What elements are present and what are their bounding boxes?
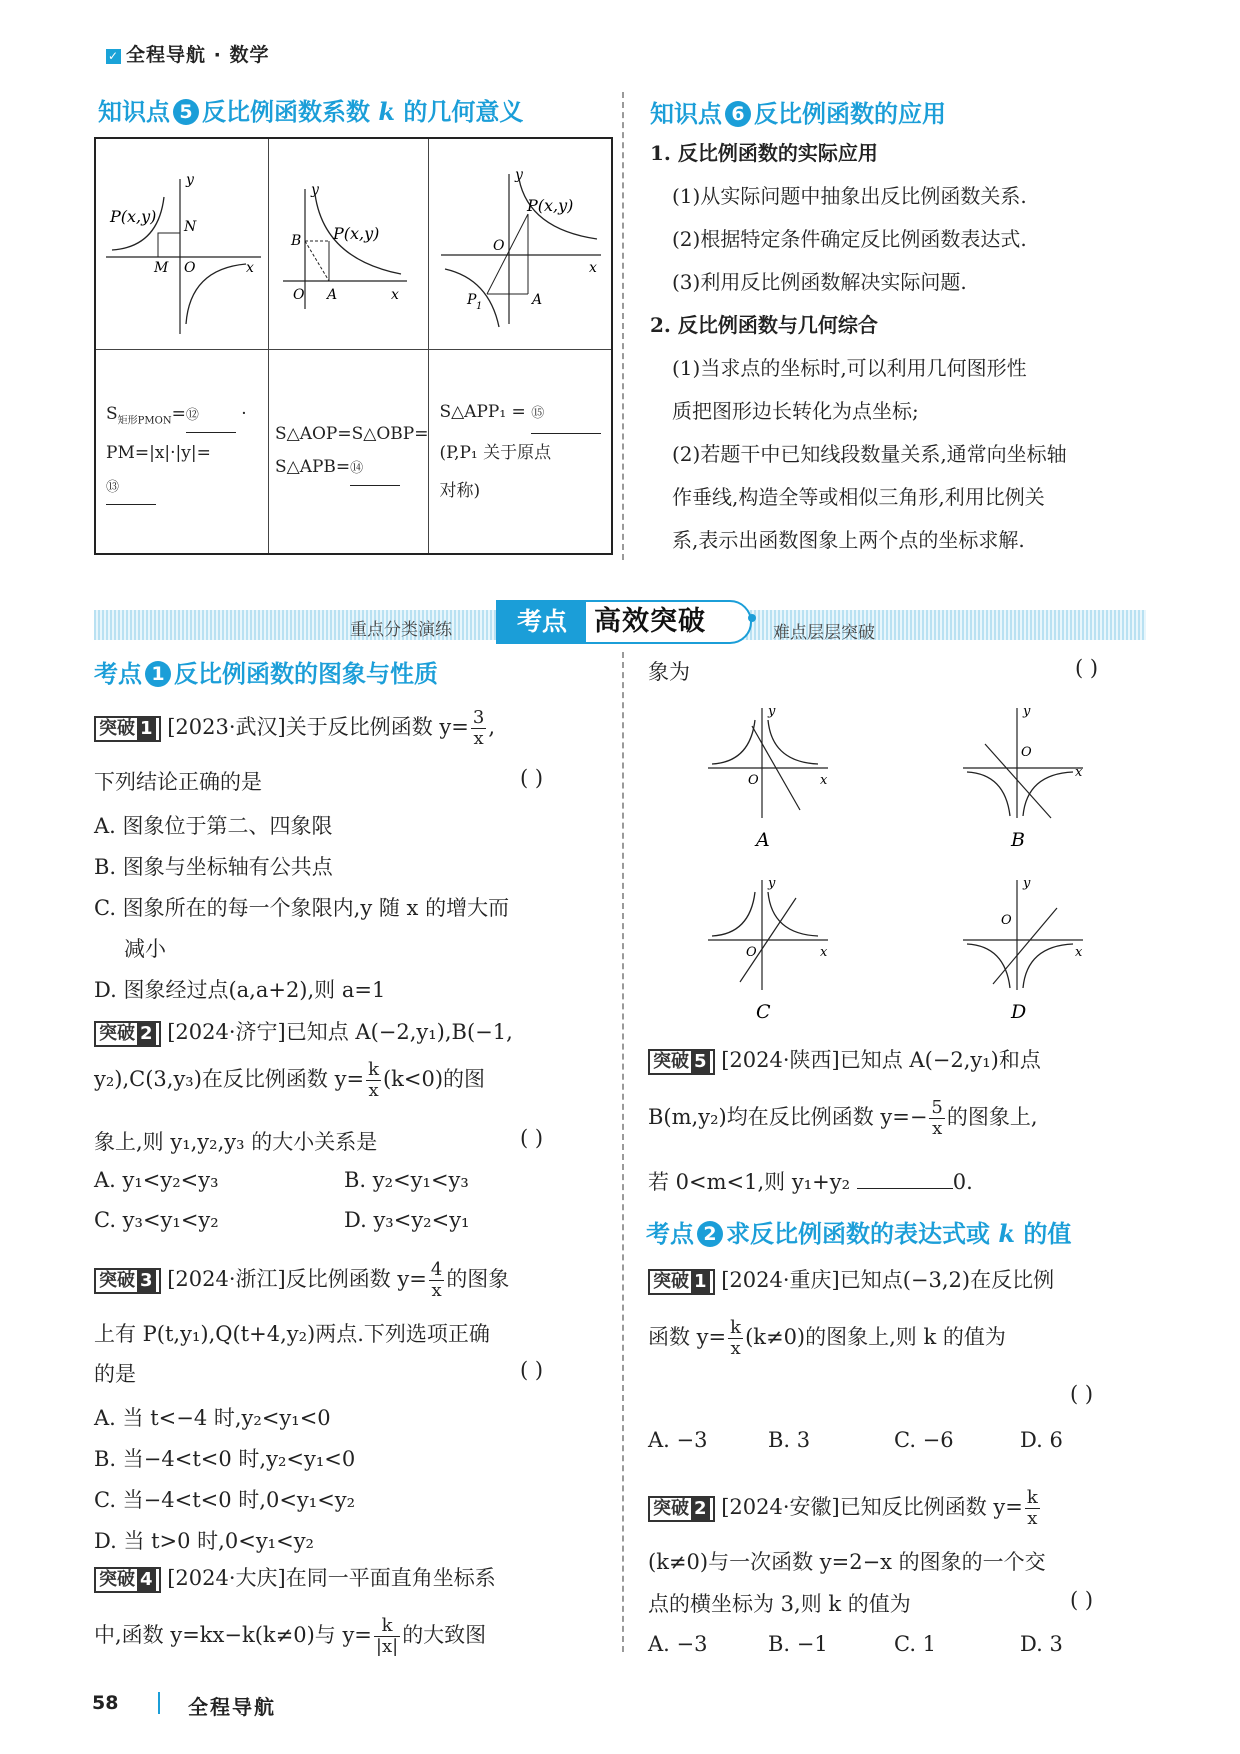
- svg-text:P(x,y): P(x,y): [333, 224, 380, 243]
- graph-option-d[interactable]: [963, 876, 1083, 1023]
- option-a[interactable]: A. 当 t<−4 时,y₂<y₁<0: [94, 1406, 331, 1430]
- svg-text:x: x: [820, 773, 828, 788]
- svg-text:N: N: [184, 219, 197, 235]
- formula-cell-3: S△APP₁ = ⑮ (P,P₁ 关于原点 对称): [429, 350, 613, 555]
- svg-text:O: O: [1021, 745, 1032, 760]
- running-header: [106, 40, 269, 67]
- question-tag: 突破 2: [94, 1021, 161, 1047]
- svg-text:x: x: [1075, 945, 1083, 960]
- graph-triangle-apb: [269, 139, 413, 345]
- graph-cell-1: [95, 138, 269, 350]
- answer-blank[interactable]: [857, 1188, 953, 1189]
- kp5-title: 知识点 5 反比例函数系数 k 的几何意义: [98, 97, 524, 126]
- question-1: 突破 1 [2023·武汉]关于反比例函数 y= $\frac{3}{x}$ ,: [94, 708, 602, 749]
- question-tag: 突破 5: [648, 1049, 715, 1075]
- svg-text:A: A: [327, 287, 338, 303]
- svg-text:x: x: [391, 287, 399, 303]
- svg-text:y: y: [1023, 704, 1031, 719]
- kp5-table: [94, 137, 613, 555]
- svg-text:O: O: [748, 773, 759, 788]
- svg-text:y: y: [1023, 876, 1031, 891]
- option-c[interactable]: C. −6: [894, 1428, 954, 1452]
- svg-text:x: x: [589, 260, 598, 276]
- svg-text:B: B: [291, 233, 302, 249]
- graph-option-b[interactable]: [963, 704, 1083, 851]
- svg-text:C: C: [756, 1001, 771, 1023]
- option-d[interactable]: D. 6: [1020, 1428, 1063, 1452]
- svg-text:x: x: [246, 260, 254, 276]
- option-b[interactable]: B. y₂<y₁<y₃: [344, 1168, 469, 1192]
- svg-text:O: O: [493, 238, 505, 254]
- answer-paren[interactable]: ( ): [1070, 1588, 1094, 1612]
- option-d[interactable]: D. 当 t>0 时,0<y₁<y₂: [94, 1529, 314, 1553]
- graph-cell-2: [269, 138, 429, 350]
- svg-text:P(x,y): P(x,y): [110, 207, 157, 226]
- answer-paren[interactable]: ( ): [1070, 1382, 1094, 1406]
- kp6-body: 1. 反比例函数的实际应用 (1)从实际问题中抽象出反比例函数关系. (2)根据特定条件确定反比例函数表达式. (3)利用反比例函数解决实际问题. 2. 反比例函数与几何综合 (1)当求点的坐标时,可以利用几何图形性 质把图形边长转化为点坐标; (2)若题干中已知线段数量关系,通常向坐标轴 作垂线,构造全等或相似三角形,利用比例关 系,表示出函数图象上两个点的坐标求解.: [650, 141, 1067, 552]
- svg-text:M: M: [154, 260, 169, 276]
- svg-text:y: y: [768, 876, 776, 891]
- svg-text:O: O: [184, 260, 196, 276]
- check-icon: ✓: [107, 49, 120, 63]
- option-b[interactable]: B. −1: [768, 1632, 828, 1656]
- option-c[interactable]: C. y₃<y₁<y₂: [94, 1208, 219, 1232]
- question-tag: 突破 1: [94, 716, 161, 742]
- blank-14: ⑭: [350, 451, 400, 486]
- option-d[interactable]: D. 3: [1020, 1632, 1063, 1656]
- svg-text:P(x,y): P(x,y): [527, 196, 574, 215]
- svg-text:x: x: [1075, 765, 1083, 780]
- question-4: 突破 4 [2024·大庆]在同一平面直角坐标系: [94, 1562, 614, 1593]
- option-b[interactable]: B. 图象与坐标轴有公共点: [94, 855, 333, 879]
- q3-options: [94, 1398, 355, 1562]
- kd2-title: 考点 2 求反比例函数的表达式或 k 的值: [646, 1219, 1072, 1248]
- option-c[interactable]: C. 图象所在的每一个象限内,y 随 x 的增大而: [94, 896, 510, 920]
- formula-cell-2: S△AOP=S△OBP= S△APB=⑭: [269, 350, 429, 555]
- svg-text:O: O: [293, 287, 305, 303]
- option-b[interactable]: B. 3: [768, 1428, 811, 1452]
- page-number: 58: [92, 1692, 119, 1714]
- footer-divider: [158, 1692, 160, 1714]
- svg-text:O: O: [746, 945, 757, 960]
- graph-triangle-app1: [429, 139, 611, 345]
- svg-text:x: x: [820, 945, 828, 960]
- svg-text:y: y: [515, 167, 524, 183]
- question-tag: 突破 1: [648, 1269, 715, 1295]
- svg-text:B: B: [1011, 829, 1025, 851]
- question-5: 突破 5 [2024·陕西]已知点 A(−2,y₁)和点: [648, 1044, 1168, 1075]
- graph-option-a[interactable]: [708, 704, 828, 851]
- band-right-label: 难点层层突破: [773, 623, 875, 643]
- formula-cell-1: $S_{矩形PMON}=⑫$ · PM=|x|·|y|= ⑬: [95, 350, 269, 555]
- option-c[interactable]: C. 1: [894, 1632, 937, 1656]
- svg-text:1: 1: [476, 301, 483, 312]
- option-a[interactable]: A. −3: [648, 1428, 708, 1452]
- question-7: 突破 2 [2024·安徽]已知反比例函数 y= $\frac{k}{x}$: [648, 1488, 1168, 1529]
- section-pill: 考点 高效突破: [496, 600, 752, 644]
- q4-option-graphs: [700, 700, 1100, 1030]
- answer-paren[interactable]: ( ): [1075, 656, 1099, 680]
- option-a[interactable]: A. 图象位于第二、四象限: [94, 814, 333, 838]
- graph-option-c[interactable]: [708, 876, 828, 1023]
- question-2: 突破 2 [2024·济宁]已知点 A(−2,y₁),B(−1,: [94, 1016, 614, 1047]
- question-tag: 突破 3: [94, 1268, 161, 1294]
- svg-text:y: y: [186, 172, 194, 188]
- question-6: 突破 1 [2024·重庆]已知点(−3,2)在反比例: [648, 1264, 1168, 1295]
- answer-paren[interactable]: ( ): [520, 766, 544, 790]
- svg-text:D: D: [1011, 1001, 1027, 1023]
- band-left-label: 重点分类演练: [350, 620, 452, 640]
- answer-paren[interactable]: ( ): [520, 1358, 544, 1382]
- question-3: 突破 3 [2024·浙江]反比例函数 y= $\frac{4}{x}$ 的图象: [94, 1260, 614, 1301]
- graph-cell-3: [429, 138, 613, 350]
- kp6-title: 知识点 6 反比例函数的应用: [650, 100, 946, 128]
- svg-text:A: A: [756, 829, 770, 851]
- column-divider-bottom: [622, 652, 624, 1652]
- answer-paren[interactable]: ( ): [520, 1126, 544, 1150]
- footer-book-name: 全程导航: [188, 1695, 276, 1719]
- option-c[interactable]: C. 当−4<t<0 时,0<y₁<y₂: [94, 1488, 356, 1512]
- question-tag: 突破 2: [648, 1496, 715, 1522]
- svg-text:y: y: [768, 704, 776, 719]
- blank-12: ⑫: [186, 398, 236, 433]
- band-dot-icon: [748, 614, 756, 622]
- svg-text:A: A: [532, 292, 543, 308]
- kd1-title: 考点 1 反比例函数的图象与性质: [94, 660, 438, 688]
- option-a[interactable]: A. y₁<y₂<y₃: [94, 1168, 219, 1192]
- graph-rect-pmon: [96, 139, 268, 345]
- q1-options: A. 图象位于第二、四象限 B. 图象与坐标轴有公共点 C. 图象所在的每一个象限内,y 随 x 的增大而 减小 D. 图象经过点(a,a+2),则 a=1: [94, 806, 614, 1011]
- svg-text:P: P: [467, 292, 477, 308]
- blank-13: ⑬: [106, 470, 156, 505]
- question-tag: 突破 4: [94, 1567, 161, 1593]
- option-a[interactable]: A. −3: [648, 1632, 708, 1656]
- svg-text:O: O: [1001, 913, 1012, 928]
- header-title: 全程导航 · 数学: [126, 44, 270, 66]
- svg-text:y: y: [311, 182, 319, 198]
- option-b[interactable]: B. 当−4<t<0 时,y₂<y₁<0: [94, 1447, 356, 1471]
- blank-15: ⑮: [531, 393, 601, 434]
- column-divider-top: [622, 92, 624, 560]
- option-d[interactable]: D. y₃<y₂<y₁: [344, 1208, 470, 1232]
- option-d[interactable]: D. 图象经过点(a,a+2),则 a=1: [94, 978, 386, 1002]
